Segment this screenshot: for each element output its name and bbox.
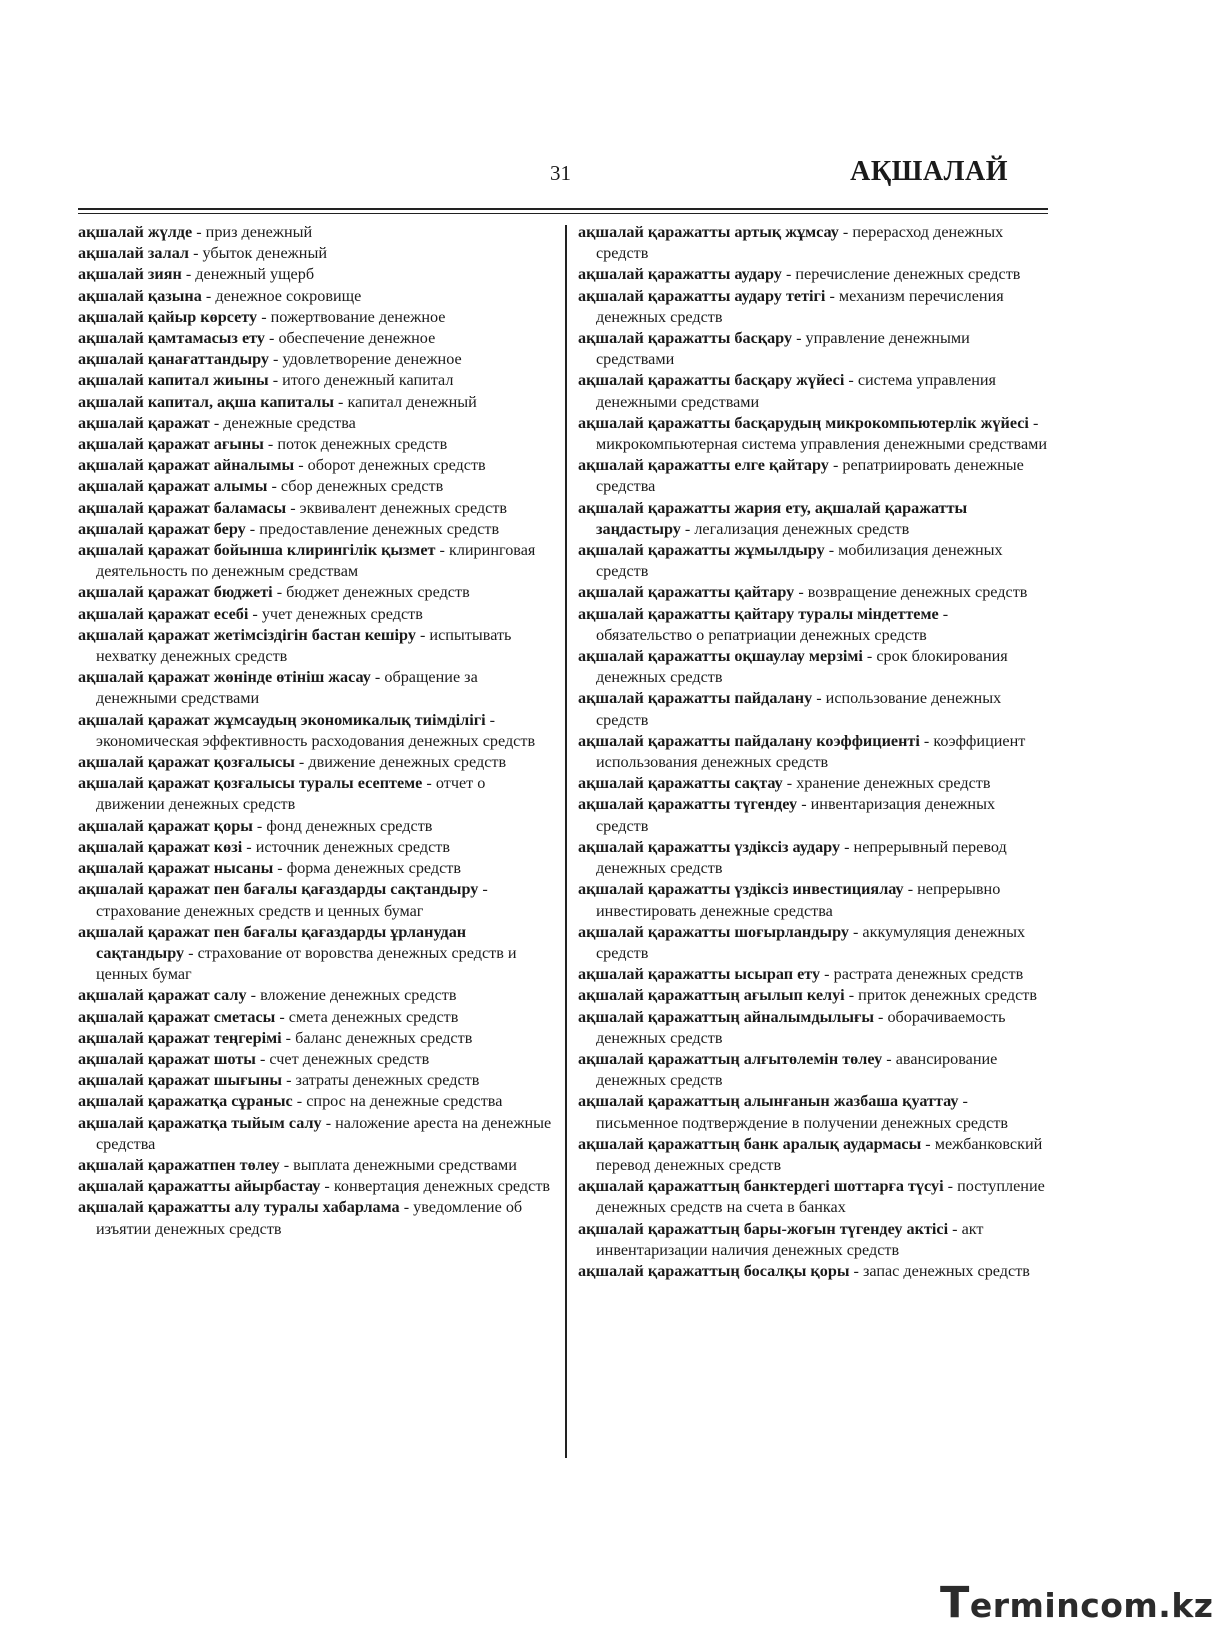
entry-term: ақшалай қаражатқа сұраныс [78, 1092, 293, 1111]
entry-definition: - учет денежных средств [248, 604, 423, 623]
dictionary-entry [78, 349, 556, 370]
entry-definition: - механизм перечисления денежных средств [596, 286, 1004, 326]
entry-definition: - страхование денежных средств и ценных бумаг [96, 880, 488, 920]
entry-definition: - вложение денежных средств [246, 986, 457, 1005]
dictionary-entry [78, 1155, 556, 1176]
entry-term: ақшалай қаражатты жария ету, ақшалай қаражатты заңдастыру [578, 498, 968, 538]
entry-term: ақшалай қаражатты басқару [578, 329, 793, 348]
dictionary-entry [578, 540, 1048, 582]
entry-term: ақшалай қаражат шоты [78, 1049, 256, 1068]
dictionary-entry [78, 837, 556, 858]
entry-term: ақшалай қаражаттың босалқы қоры [578, 1261, 850, 1280]
dictionary-entry [578, 964, 1048, 985]
header-rule-thick [78, 208, 1048, 210]
entry-definition: - мобилизация денежных средств [596, 541, 1003, 581]
dictionary-entry [78, 286, 556, 307]
entry-term: ақшалай қаражат сметасы [78, 1007, 276, 1026]
entry-term: ақшалай қаражатты артық жұмсау [578, 223, 839, 241]
dictionary-entry [578, 582, 1048, 603]
entry-definition: - обеспечение денежное [264, 329, 436, 348]
entry-term: ақшалай қаражат пен бағалы қағаздарды ұрланудан сақтандыру [78, 922, 467, 962]
entry-term: ақшалай қаражат бойынша клирингілік қызмет [78, 541, 436, 560]
entry-definition: - источник денежных средств [242, 837, 450, 856]
column-divider [565, 225, 567, 1458]
entry-term: ақшалай қаражатты шоғырландыру [578, 922, 849, 941]
dictionary-entry [578, 498, 1048, 540]
dictionary-entry [78, 1007, 556, 1028]
entry-term: ақшалай қаражат көзі [78, 837, 243, 856]
entry-term: ақшалай қаражат нысаны [78, 859, 274, 878]
entry-term: ақшалай қаражаттың банктердегі шоттарға түсуі [578, 1177, 944, 1196]
entry-term: ақшалай қаражатпен төлеу [78, 1155, 280, 1174]
entry-definition: - форма денежных средств [273, 859, 462, 878]
entry-term: ақшалай қаражаттың алынғанын жазбаша қуаттау [578, 1092, 959, 1111]
dictionary-entry [78, 922, 556, 986]
entry-definition: - клиринговая деятельность по денежным средствам [96, 541, 536, 581]
dictionary-entry [578, 1007, 1048, 1049]
dictionary-entry [578, 922, 1048, 964]
entry-definition: - управление денежными средствами [596, 329, 970, 369]
entry-term: ақшалай қаражатты түгендеу [578, 795, 798, 814]
dictionary-entry [78, 476, 556, 497]
entry-term: ақшалай залал [78, 244, 190, 263]
termincom-logo [940, 1578, 1214, 1628]
dictionary-entry [78, 392, 556, 413]
dictionary-entry [78, 370, 556, 391]
header-rule-thin [78, 213, 1048, 214]
dictionary-entry [578, 794, 1048, 836]
entry-term: ақшалай қаражатты сақтау [578, 774, 783, 793]
entry-definition: - репатриировать денежные средства [596, 456, 1024, 496]
entry-term: ақшалай қаражат беру [78, 519, 246, 538]
dictionary-entry [78, 222, 556, 243]
entry-definition: - фонд денежных средств [252, 816, 433, 835]
entry-term: ақшалай қаражаттың бары-жоғын түгендеу актісі [578, 1219, 949, 1238]
entry-term: ақшалай қаражат бюджеті [78, 583, 273, 602]
entry-definition: - бюджет денежных средств [272, 583, 470, 602]
entry-term: ақшалай қаражатты басқару жүйесі [578, 371, 845, 390]
entry-term: ақшалай қаражатты аудару [578, 265, 782, 284]
dictionary-entry [578, 370, 1048, 412]
entry-definition: - удовлетворение денежное [268, 350, 462, 369]
entry-term: ақшалай қаражатқа тыйым салу [78, 1113, 322, 1132]
entry-definition: - оборачиваемость денежных средств [596, 1007, 1006, 1047]
dictionary-entry [578, 1219, 1048, 1261]
dictionary-entry [78, 752, 556, 773]
entry-definition: - наложение ареста на денежные средства [96, 1113, 552, 1153]
dictionary-entry [578, 1134, 1048, 1176]
entry-definition: - система управления денежными средствами [596, 371, 996, 411]
entry-term: ақшалай қаражат пен бағалы қағаздарды сақтандыру [78, 880, 479, 899]
entry-definition: - испытывать нехватку денежных средств [96, 625, 512, 666]
entry-term: ақшалай қаражат алымы [78, 477, 268, 496]
entry-definition: - страхование от воровства денежных средств и ценных бумаг [96, 943, 517, 984]
entry-term: ақшалай қаражат қоры [78, 816, 253, 835]
entry-definition: - затраты денежных средств [282, 1071, 480, 1090]
dictionary-entry [578, 837, 1048, 879]
entry-definition: - эквивалент денежных средств [286, 498, 508, 517]
entry-term: ақшалай қаражатты алу туралы хабарлама [78, 1198, 400, 1217]
dictionary-entry [78, 604, 556, 625]
dictionary-entry [578, 286, 1048, 328]
entry-term: ақшалай қаражат теңгерімі [78, 1028, 282, 1047]
entry-term: ақшалай қаражаттың айналымдылығы [578, 1007, 874, 1026]
entry-term: ақшалай зиян [78, 265, 182, 284]
entry-term: ақшалай капитал жиыны [78, 371, 269, 390]
entry-definition: - пожертвование денежное [257, 307, 446, 326]
entry-definition: - коэффициент использования денежных средств [596, 731, 1026, 772]
entry-definition: - обращение за денежными средствами [96, 668, 478, 708]
page-number: 31 [550, 161, 571, 185]
dictionary-entry [578, 879, 1048, 921]
entry-definition: - инвентаризация денежных средств [596, 795, 996, 835]
entry-term: ақшалай қаражатты оқшаулау мерзімі [578, 647, 863, 666]
dictionary-entry [78, 1197, 556, 1239]
entry-definition: - итого денежный капитал [268, 371, 454, 390]
entry-term: ақшалай қаражат шығыны [78, 1071, 283, 1090]
entry-definition: - конвертация денежных средств [320, 1177, 551, 1196]
dictionary-entry [78, 1028, 556, 1049]
entry-definition: - приз денежный [192, 223, 313, 241]
entry-definition: - движение денежных средств [294, 753, 507, 772]
entry-definition: - акт инвентаризации наличия денежных средств [596, 1219, 984, 1259]
entry-definition: - приток денежных средств [844, 986, 1037, 1005]
entry-definition: - растрата денежных средств [820, 965, 1024, 984]
entry-term: ақшалай қаражатты қайтару туралы міндеттеме [578, 604, 939, 623]
entry-term: ақшалай қаражатты үздіксіз инвестициялау [578, 880, 904, 899]
entry-definition: - хранение денежных средств [782, 774, 991, 793]
dictionary-entry [578, 604, 1048, 646]
entry-definition: - использование денежных средств [596, 689, 1002, 729]
entry-term: ақшалай қаражатты жұмылдыру [578, 541, 825, 560]
entry-term: ақшалай қаражат қозғалысы [78, 753, 295, 772]
entry-definition: - денежное сокровище [201, 286, 362, 305]
entry-term: ақшалай қаражат ағыны [78, 435, 264, 454]
left-column [78, 222, 556, 1240]
dictionary-entry [78, 1070, 556, 1091]
entry-term: ақшалай жүлде [78, 223, 193, 241]
dictionary-entry [78, 307, 556, 328]
entry-definition: - перерасход денежных средств [596, 223, 1004, 263]
dictionary-entry [78, 625, 556, 667]
dictionary-entry [78, 858, 556, 879]
entry-definition: - авансирование денежных средств [596, 1049, 998, 1090]
entry-term: ақшалай қаражат баламасы [78, 498, 287, 517]
dictionary-entry [78, 1049, 556, 1070]
entry-term: ақшалай қаражат жөнінде өтініш жасау [78, 668, 371, 687]
entry-definition: - обязательство о репатриации денежных средств [596, 604, 949, 644]
dictionary-entry [578, 264, 1048, 285]
entry-definition: - письменное подтверждение в получении денежных средств [596, 1092, 1009, 1132]
entry-definition: - спрос на денежные средства [292, 1092, 503, 1111]
entry-definition: - экономическая эффективность расходования денежных средств [96, 710, 536, 750]
dictionary-entry [78, 710, 556, 752]
entry-definition: - денежные средства [209, 413, 356, 432]
entry-definition: - уведомление об изъятии денежных средств [96, 1198, 523, 1238]
entry-definition: - возвращение денежных средств [794, 583, 1028, 602]
entry-definition: - поступление денежных средств на счета в банках [596, 1177, 1045, 1217]
entry-definition: - смета денежных средств [275, 1007, 459, 1026]
entry-definition: - непрерывно инвестировать денежные средства [596, 880, 1001, 920]
entry-term: ақшалай қаражатты айырбастау [78, 1177, 321, 1196]
dictionary-entry [78, 1176, 556, 1197]
dictionary-entry [578, 222, 1048, 264]
entry-term: ақшалай қаражатты басқарудың микрокомпьютерлік жүйесі [578, 413, 1029, 432]
entry-definition: - выплата денежными средствами [279, 1155, 517, 1174]
dictionary-entry [78, 264, 556, 285]
entry-term: ақшалай қаражатты елге қайтару [578, 456, 829, 475]
entry-term: ақшалай қаражат қозғалысы туралы есептеме [78, 774, 423, 793]
entry-term: ақшалай қайыр көрсету [78, 307, 258, 326]
entry-definition: - оборот денежных средств [294, 456, 486, 475]
dictionary-entry [78, 413, 556, 434]
dictionary-entry [78, 985, 556, 1006]
entry-term: ақшалай қаражатты қайтару [578, 583, 795, 602]
entry-definition: - сбор денежных средств [267, 477, 444, 496]
entry-term: ақшалай қанағаттандыру [78, 350, 269, 369]
dictionary-entry [578, 413, 1048, 455]
entry-definition: - капитал денежный [334, 392, 477, 411]
dictionary-entry [78, 328, 556, 349]
entry-definition: - межбанковский перевод денежных средств [596, 1134, 1043, 1174]
entry-definition: - предоставление денежных средств [245, 519, 500, 538]
entry-definition: - срок блокирования денежных средств [596, 647, 1008, 687]
dictionary-entry [78, 434, 556, 455]
entry-term: ақшалай қаражатты пайдалану коэффициенті [578, 731, 920, 750]
dictionary-entry [578, 1261, 1048, 1282]
dictionary-entry [78, 582, 556, 603]
entry-term: ақшалай қаражатты аудару тетігі [578, 286, 826, 305]
entry-definition: - отчет о движении денежных средств [96, 774, 486, 814]
dictionary-entry [78, 1113, 556, 1155]
entry-definition: - счет денежных средств [255, 1049, 430, 1068]
entry-definition: - поток денежных средств [263, 435, 448, 454]
page-header-word: АҚШАЛАЙ [850, 156, 1008, 187]
entry-definition: - перечисление денежных средств [781, 265, 1021, 284]
entry-term: ақшалай қаражатты ысырап ету [578, 965, 821, 984]
entry-term: ақшалай қаражаттың алғытөлемін төлеу [578, 1049, 883, 1068]
dictionary-entry [78, 519, 556, 540]
entry-term: ақшалай қамтамасыз ету [78, 329, 265, 348]
entry-definition: - непрерывный перевод денежных средств [596, 837, 1007, 878]
dictionary-entry [578, 328, 1048, 370]
right-column [578, 222, 1048, 1282]
dictionary-entry [78, 498, 556, 519]
dictionary-entry [78, 1091, 556, 1112]
entry-definition: - баланс денежных средств [281, 1028, 473, 1047]
dictionary-entry [578, 455, 1048, 497]
entry-definition: - легализация денежных средств [680, 519, 910, 538]
dictionary-entry [78, 455, 556, 476]
entry-definition: - аккумуляция денежных средств [596, 922, 1026, 962]
dictionary-entry [78, 667, 556, 709]
dictionary-entry [78, 243, 556, 264]
dictionary-entry [578, 1091, 1048, 1133]
entry-term: ақшалай қаражат [78, 413, 210, 432]
entry-definition: - убыток денежный [189, 244, 328, 263]
dictionary-entry [578, 646, 1048, 688]
entry-term: ақшалай капитал, ақша капиталы [78, 392, 334, 411]
dictionary-entry [78, 540, 556, 582]
dictionary-entry [78, 816, 556, 837]
entry-term: ақшалай қаражатты үздіксіз аудару [578, 837, 841, 856]
entry-term: ақшалай қазына [78, 286, 202, 305]
entry-term: ақшалай қаражаттың банк аралық аудармасы [578, 1134, 922, 1153]
dictionary-entry [578, 773, 1048, 794]
dictionary-entry [578, 688, 1048, 730]
dictionary-entry [78, 773, 556, 815]
dictionary-entry [578, 1049, 1048, 1091]
dictionary-entry [578, 1176, 1048, 1218]
entry-term: ақшалай қаражат салу [78, 986, 247, 1005]
dictionary-entry [578, 985, 1048, 1006]
entry-definition: - микрокомпьютерная система управления денежными средствами [596, 413, 1048, 454]
entry-term: ақшалай қаражат есебі [78, 604, 249, 623]
entry-term: ақшалай қаражатты пайдалану [578, 689, 813, 708]
entry-definition: - запас денежных средств [849, 1261, 1030, 1280]
entry-term: ақшалай қаражат жұмсаудың экономикалық тиімділігі [78, 710, 486, 729]
entry-definition: - денежный ущерб [181, 265, 315, 284]
logo-text: Termincom.kz [940, 1578, 1214, 1628]
entry-term: ақшалай қаражаттың ағылып келуі [578, 986, 845, 1005]
entry-term: ақшалай қаражат айналымы [78, 456, 295, 475]
entry-term: ақшалай қаражат жетімсіздігін бастан кешіру [78, 625, 416, 644]
dictionary-entry [78, 879, 556, 921]
dictionary-entry [578, 731, 1048, 773]
